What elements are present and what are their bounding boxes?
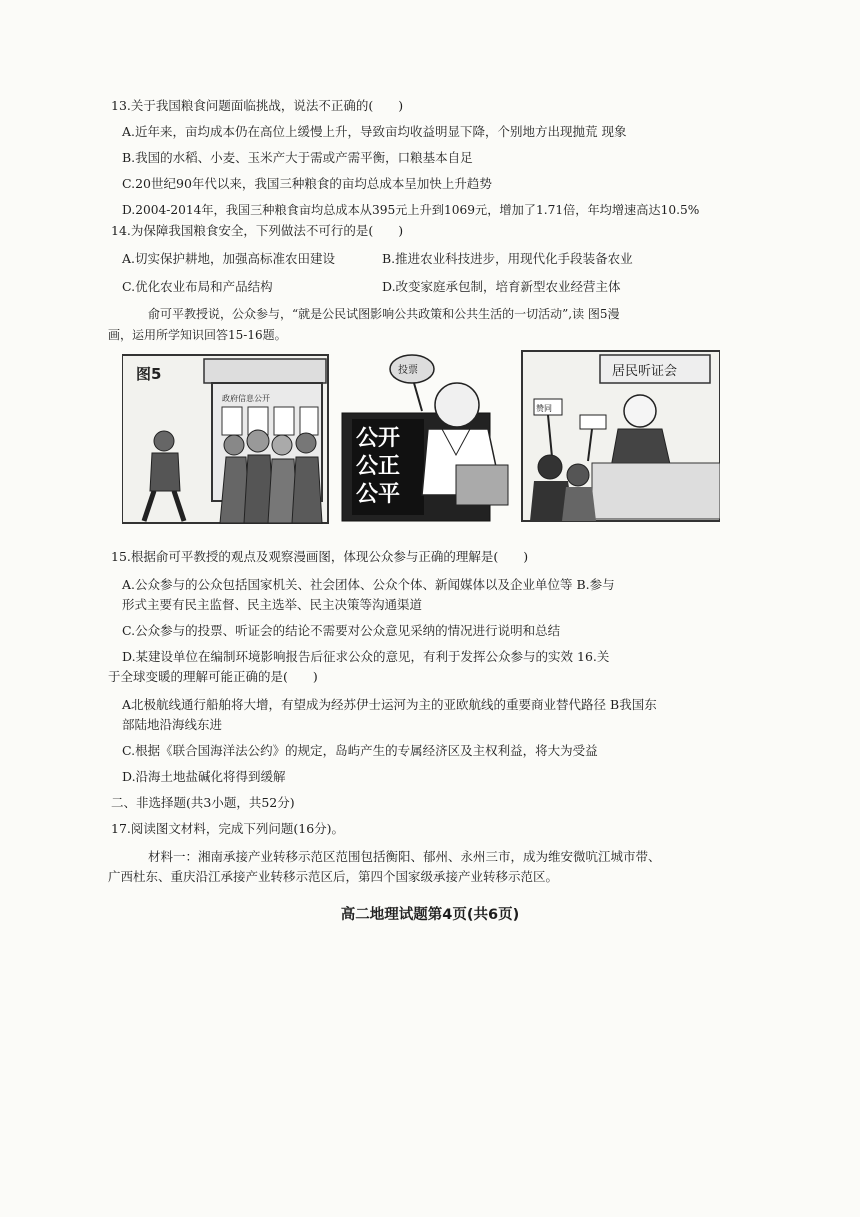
board-line-3: 公平 (356, 482, 401, 507)
section-heading: 二、非选择题(共3小题，共52分) (111, 795, 295, 810)
question-13-option-b: B.我国的水稻、小麦、玉米产大于需或产需平衡，口粮基本自足 (122, 150, 473, 165)
material-1-line-1: 材料一：湘南承接产业转移示范区范围包括衡阳、郁州、永州三市，成为维安微吭江城市带、 (148, 849, 661, 864)
intro-line-2: 画，运用所学知识回答15-16题。 (108, 328, 287, 342)
question-16-stem: 于全球变暖的理解可能正确的是( ) (108, 669, 318, 684)
question-17-stem: 17.阅读图文材料，完成下列问题(16分)。 (111, 821, 345, 836)
question-16-option-a: A北极航线通行船舶将大增，有望成为经苏伊士运河为主的亚欧航线的重要商业替代路径 B我国东 (122, 697, 657, 712)
question-16-option-d: D.沿海土地盐碱化将得到缓解 (122, 769, 286, 784)
page-footer: 高二地理试题第4页(共6页) (340, 907, 520, 923)
question-15-option-a-continued: 形式主要有民主监督、民主选举、民主决策等沟通渠道 (122, 597, 423, 612)
question-13-option-d: D.2004-2014年，我国三种粮食亩均总成本从395元上升到1069元，增加了1.71倍，年均增速高达10.5% (122, 203, 700, 217)
panel-information-disclosure (122, 355, 328, 523)
sign-info-disclosure: 政府信息公开 (222, 394, 270, 403)
board-line-2: 公正 (356, 454, 401, 479)
question-16-option-c: C.根据《联合国海洋法公约》的规定，岛屿产生的专属经济区及主权利益，将大为受益 (122, 743, 598, 758)
vote-badge: 投票 (398, 365, 418, 376)
question-15-stem: 15.根据俞可平教授的观点及观察漫画图，体现公众参与正确的理解是( ) (111, 549, 529, 564)
board-line-1: 公开 (356, 426, 401, 451)
question-14-option-d: D.改变家庭承包制，培育新型农业经营主体 (382, 279, 621, 294)
sign-hearing: 居民听证会 (612, 364, 678, 379)
question-14-option-b: B.推进农业科技进步，用现代化手段装备农业 (382, 251, 633, 266)
intro-line-1: 俞可平教授说，公众参与，“就是公民试图影响公共政策和公共生活的一切活动”,读 图5漫 (148, 307, 620, 321)
material-1-line-2: 广西杜东、重庆沿江承接产业转移示范区后，第四个国家级承接产业转移示范区。 (108, 869, 559, 884)
question-15-option-a: A.公众参与的公众包括国家机关、社会团体、公众个体、新闻媒体以及企业单位等 B.参与 (122, 577, 615, 592)
question-13-option-c: C.20世纪90年代以来，我国三种粮食的亩均总成本呈加快上升趋势 (122, 176, 492, 191)
panel-hearing (522, 351, 720, 521)
question-15-option-d: D.某建设单位在编制环境影响报告后征求公众的意见，有利于发挥公众参与的实效 16.关 (122, 649, 610, 664)
question-16-option-a-continued: 部陆地沿海线东进 (122, 717, 223, 732)
placard-agree: 赞同 (536, 404, 552, 413)
question-13-option-a: A.近年来，亩均成本仍在高位上缓慢上升，导致亩均收益明显下降，个别地方出现抛荒 现象 (122, 124, 627, 139)
question-14-option-c: C.优化农业布局和产品结构 (122, 279, 273, 294)
question-14-stem: 14.为保障我国粮食安全，下列做法不可行的是( ) (111, 223, 404, 238)
panel-voting (342, 355, 508, 521)
question-13-stem: 13.关于我国粮食问题面临挑战，说法不正确的( ) (111, 98, 404, 113)
question-15-option-c: C.公众参与的投票、听证会的结论不需要对公众意见采纳的情况进行说明和总结 (122, 623, 561, 638)
figure-label: 图5 (136, 365, 162, 383)
figure-5-cartoon (122, 345, 720, 525)
question-14-option-a: A.切实保护耕地，加强高标准农田建设 (122, 251, 336, 266)
